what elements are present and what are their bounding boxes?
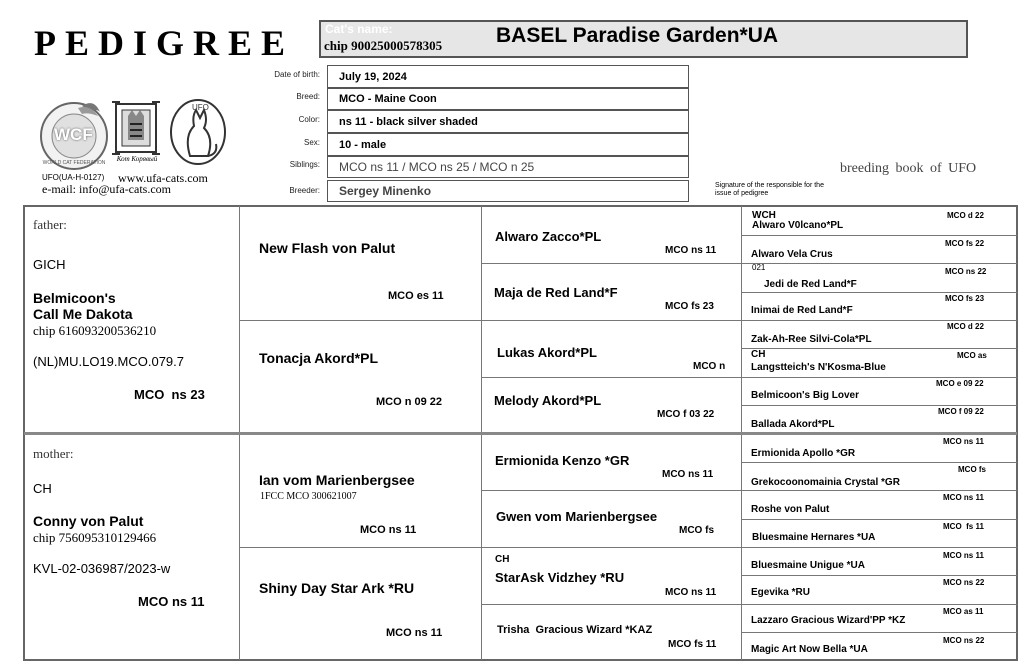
wcf-logo-text: WCF	[54, 125, 93, 144]
breeder-label: Breeder:	[289, 186, 320, 195]
ancestor-ems: MCO d 22	[947, 211, 984, 220]
anc-divider	[742, 632, 1017, 633]
ggp-ems: MCO fs 11	[668, 639, 717, 650]
ancestor-ems: MCO ns 22	[943, 578, 985, 587]
ancestor-name: Belmicoon's Big Lover	[751, 390, 859, 401]
anc-divider	[742, 263, 1017, 264]
dob-value: July 19, 2024	[339, 70, 407, 83]
ancestor-ems: MCO ns 22	[943, 636, 985, 645]
sex-label: Sex:	[303, 138, 320, 147]
cat-logo	[108, 98, 164, 164]
ggp-ems: MCO n	[693, 361, 726, 372]
ancestor-name: Zak-Ah-Ree Silvi-Cola*PL	[751, 334, 872, 345]
ggp-ems: MCO ns 11	[665, 245, 717, 256]
ancestor-ems: MCO ns 22	[945, 267, 987, 276]
ancestor-ems: MCO as	[957, 351, 987, 360]
father-title: GICH	[33, 257, 66, 272]
ggp-name: Trisha Gracious Wizard *KAZ	[497, 624, 653, 636]
anc-divider	[742, 519, 1017, 520]
grandparent-reg: 1FCC MCO 300621007	[260, 491, 357, 502]
ancestor-name: Ballada Akord*PL	[751, 419, 835, 430]
anc-divider	[742, 377, 1017, 378]
ancestor-name: Inimai de Red Land*F	[751, 305, 853, 316]
grandparent-name: Shiny Day Star Ark *RU	[259, 580, 415, 596]
svg-text:UFO: UFO	[192, 103, 209, 112]
wcf-logo-ring-text: WORLD CAT FEDERATION	[42, 160, 106, 166]
ggp-ems: MCO fs 23	[665, 301, 714, 312]
ancestor-name: Egevika *RU	[751, 587, 810, 598]
father-ems: MCO ns 23	[134, 387, 205, 402]
cat-logo-caption: Кот Корявый	[116, 155, 158, 163]
ggp-divider	[482, 320, 741, 321]
siblings-field	[327, 156, 689, 178]
mother-title: CH	[33, 481, 52, 496]
ancestor-ems: MCO fs 22	[945, 239, 985, 248]
wcf-logo	[38, 100, 110, 172]
grandparent-ems: MCO ns 11	[360, 524, 417, 536]
father-label: father:	[33, 217, 67, 232]
father-chip: chip 616093200536210	[33, 323, 157, 338]
father-reg: (NL)MU.LO19.MCO.079.7	[33, 354, 184, 369]
ancestor-name: Grekocoonomainia Crystal *GR	[751, 477, 900, 488]
ancestor-name: Ermionida Apollo *GR	[751, 448, 856, 459]
ggp-ems: MCO fs	[679, 525, 714, 536]
mother-label: mother:	[33, 446, 74, 461]
ancestor-ems: MCO as 11	[943, 607, 984, 616]
ggp-divider	[482, 490, 741, 491]
ancestor-name: Alwaro V0lcano*PL	[752, 220, 844, 231]
ancestor-name: Jedi de Red Land*F	[764, 279, 857, 290]
grandparent-name: Tonacja Akord*PL	[259, 350, 379, 366]
ancestor-name: Langstteich's N'Kosma-Blue	[751, 362, 886, 373]
anc-divider	[742, 405, 1017, 406]
breed-value: MCO - Maine Coon	[339, 93, 437, 105]
club-email[interactable]: e-mail: info@ufa-cats.com	[42, 182, 171, 196]
anc-divider	[742, 575, 1017, 576]
mother-name: Conny von Palut	[33, 513, 144, 529]
ggp-name: Lukas Akord*PL	[497, 345, 597, 360]
ancestor-ems: MCO fs 23	[945, 294, 985, 303]
ggp-name: StarAsk Vidzhey *RU	[495, 570, 625, 585]
ancestor-name: Bluesmaine Unigue *UA	[751, 560, 865, 571]
ancestor-name: Roshe von Palut	[751, 504, 830, 515]
color-label: Color:	[298, 115, 320, 124]
grandparent-ems: MCO es 11	[388, 290, 444, 302]
ufo-logo	[168, 96, 228, 166]
ancestor-name: Bluesmaine Hernares *UA	[752, 532, 876, 543]
cat-chip: chip 90025000578305	[324, 38, 443, 53]
ancestor-ems: MCO ns 11	[943, 437, 984, 446]
ancestor-ems: MCO f 09 22	[938, 407, 984, 416]
sire-dam-divider	[24, 432, 1017, 435]
ggp-name: Melody Akord*PL	[494, 393, 602, 408]
anc-divider	[742, 292, 1017, 293]
ggp-name: Gwen vom Marienbergsee	[496, 509, 658, 524]
grandparent-ems: MCO ns 11	[386, 627, 443, 639]
ggp-name: Alwaro Zacco*PL	[495, 229, 602, 244]
ggp-title: CH	[495, 554, 510, 565]
breeding-book: breeding book of UFO	[840, 161, 977, 176]
ggp-divider	[482, 377, 741, 378]
ancestor-title: CH	[751, 349, 766, 360]
ggp-name: Maja de Red Land*F	[494, 285, 618, 300]
breeder-field	[327, 180, 689, 202]
signature-note: Signature of the responsible for the issue of pedigree	[715, 182, 824, 197]
mother-chip: chip 756095310129466	[33, 530, 157, 545]
ggp-name: Ermionida Kenzo *GR	[495, 453, 630, 468]
gp-divider	[240, 320, 481, 321]
anc-divider	[742, 490, 1017, 491]
ancestor-ems: MCO d 22	[947, 322, 984, 331]
ancestor-name: Alwaro Vela Crus	[751, 249, 833, 260]
ggp-ems: MCO ns 11	[662, 469, 714, 480]
club-website[interactable]: www.ufa-cats.com	[118, 171, 208, 185]
father-name-line2: Call Me Dakota	[33, 306, 133, 322]
gp-divider	[240, 547, 481, 548]
ancestor-ems: MCO fs	[958, 465, 986, 474]
ggp-divider	[482, 604, 741, 605]
anc-divider	[742, 462, 1017, 463]
anc-divider	[742, 348, 1017, 349]
ancestor-ems: MCO e 09 22	[936, 379, 984, 388]
ancestor-name: Lazzaro Gracious Wizard'PP *KZ	[751, 615, 906, 626]
grandparent-ems: MCO n 09 22	[376, 396, 443, 408]
dob-label: Date of birth:	[274, 70, 320, 79]
mother-ems: MCO ns 11	[138, 594, 205, 609]
dob-field	[327, 65, 689, 88]
breed-field	[327, 88, 689, 110]
page-title: PEDIGREE	[34, 23, 295, 63]
sex-field	[327, 133, 689, 156]
anc-divider	[742, 320, 1017, 321]
breeder-value: Sergey Minenko	[339, 184, 432, 198]
ggp-divider	[482, 547, 741, 548]
mother-reg: KVL-02-036987/2023-w	[33, 561, 171, 576]
ggp-ems: MCO f 03 22	[657, 409, 715, 420]
anc-divider	[742, 604, 1017, 605]
ancestor-title: 021	[752, 263, 766, 272]
color-field	[327, 110, 689, 133]
ggp-divider	[482, 263, 741, 264]
club-code: UFO(UA-H-0127)	[42, 173, 105, 182]
color-value: ns 11 - black silver shaded	[339, 115, 478, 128]
grandparent-name: Ian vom Marienbergsee	[259, 472, 415, 488]
siblings-label: Siblings:	[289, 160, 320, 169]
ancestor-title: WCH	[752, 210, 776, 221]
ggp-ems: MCO ns 11	[665, 587, 717, 598]
anc-divider	[742, 547, 1017, 548]
cat-name: BASEL Paradise Garden*UA	[496, 24, 779, 47]
father-name-line1: Belmicoon's	[33, 290, 116, 306]
ancestor-ems: MCO ns 11	[943, 493, 984, 502]
breed-label: Breed:	[296, 92, 320, 101]
ancestor-ems: MCO ns 11	[943, 551, 984, 560]
cat-name-label: Cat's name:	[325, 22, 393, 36]
ancestor-name: Magic Art Now Bella *UA	[751, 644, 868, 655]
sex-value: 10 - male	[339, 138, 387, 151]
siblings-value: MCO ns 11 / MCO ns 25 / MCO n 25	[339, 160, 535, 174]
anc-divider	[742, 235, 1017, 236]
ancestor-ems: MCO fs 11	[943, 522, 984, 531]
grandparent-name: New Flash von Palut	[259, 240, 396, 256]
